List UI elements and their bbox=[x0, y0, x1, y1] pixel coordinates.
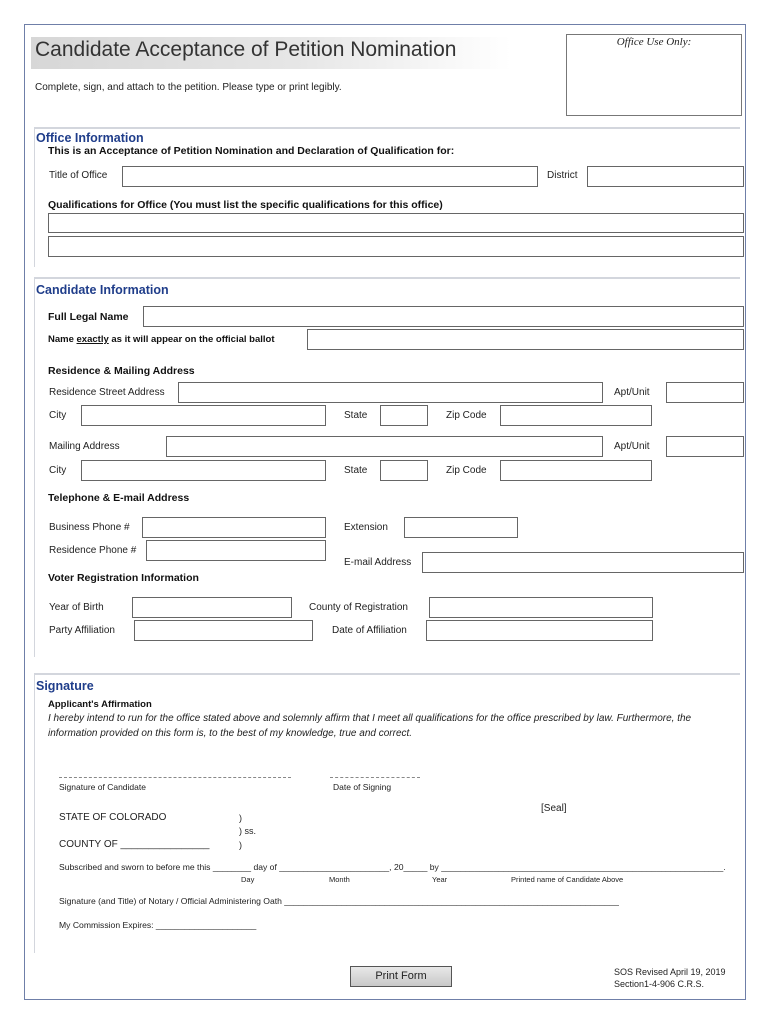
state-label: State bbox=[344, 465, 368, 476]
qualifications-input-2[interactable] bbox=[48, 236, 744, 257]
ballot-name-suffix: as it will appear on the official ballot bbox=[108, 334, 275, 345]
year-label: Year bbox=[432, 875, 448, 884]
year-of-birth-input[interactable] bbox=[132, 597, 292, 618]
residence-city-input[interactable] bbox=[81, 405, 326, 426]
residence-zip-input[interactable] bbox=[500, 405, 652, 426]
page-title: Candidate Acceptance of Petition Nomination bbox=[35, 38, 457, 61]
district-label: District bbox=[547, 170, 578, 181]
date-of-signing-line[interactable] bbox=[330, 777, 420, 778]
signature-heading: Signature bbox=[36, 679, 94, 693]
office-use-label: Office Use Only: bbox=[616, 36, 692, 48]
day-label: Day bbox=[241, 875, 255, 884]
mailing-apt-input[interactable] bbox=[666, 436, 744, 457]
venue-paren-2: ) bbox=[239, 840, 242, 850]
candidate-info-heading: Candidate Information bbox=[36, 283, 169, 297]
signature-of-candidate-label: Signature of Candidate bbox=[59, 782, 146, 792]
state-label: State bbox=[344, 410, 368, 421]
party-affiliation-label: Party Affiliation bbox=[49, 625, 115, 636]
section-divider bbox=[34, 277, 740, 279]
extension-label: Extension bbox=[344, 522, 388, 533]
title-of-office-input[interactable] bbox=[122, 166, 538, 187]
affirmation-text: I hereby intend to run for the office stated above and solemnly affirm that I meet all qualifications for the office prescribed by law. Furthermore, the information provided on this form is, to the best of my knowledge, true and correct. bbox=[48, 713, 692, 739]
city-label: City bbox=[49, 410, 67, 421]
address-heading: Residence & Mailing Address bbox=[48, 365, 195, 377]
affirmation-heading: Applicant's Affirmation bbox=[48, 699, 152, 710]
page-subtitle: Complete, sign, and attach to the petition. Please type or print legibly. bbox=[35, 82, 342, 93]
full-legal-name-input[interactable] bbox=[143, 306, 744, 327]
party-affiliation-input[interactable] bbox=[134, 620, 313, 641]
statute-section: Section1-4-906 C.R.S. bbox=[614, 979, 705, 989]
county-of: COUNTY OF ________________ bbox=[59, 839, 210, 850]
section-border bbox=[34, 127, 35, 267]
venue-ss: ) ss. bbox=[239, 826, 256, 836]
date-of-signing-label: Date of Signing bbox=[333, 782, 392, 792]
mailing-zip-input[interactable] bbox=[500, 460, 652, 481]
mailing-address-label: Mailing Address bbox=[49, 441, 120, 452]
date-of-affiliation-label: Date of Affiliation bbox=[332, 625, 407, 636]
voter-heading: Voter Registration Information bbox=[48, 572, 199, 584]
mailing-address-input[interactable] bbox=[166, 436, 603, 457]
district-input[interactable] bbox=[587, 166, 744, 187]
county-of-registration-input[interactable] bbox=[429, 597, 653, 618]
apt-unit-label: Apt/Unit bbox=[614, 441, 650, 452]
residence-street-label: Residence Street Address bbox=[49, 387, 165, 398]
residence-phone-input[interactable] bbox=[146, 540, 326, 561]
print-form-button[interactable]: Print Form bbox=[350, 966, 452, 987]
ballot-name-input[interactable] bbox=[307, 329, 744, 350]
state-of-colorado: STATE OF COLORADO bbox=[59, 812, 167, 823]
ballot-name-label bbox=[48, 334, 275, 345]
venue-paren-1: ) bbox=[239, 813, 242, 823]
notary-signature-line: Signature (and Title) of Notary / Official Administering Oath ______________________________________________________________________ bbox=[59, 896, 619, 906]
residence-street-input[interactable] bbox=[178, 382, 603, 403]
section-divider bbox=[34, 673, 740, 675]
year-of-birth-label: Year of Birth bbox=[49, 602, 104, 613]
extension-input[interactable] bbox=[404, 517, 518, 538]
full-legal-name-label: Full Legal Name bbox=[48, 311, 129, 323]
month-label: Month bbox=[329, 875, 350, 884]
city-label: City bbox=[49, 465, 67, 476]
section-border bbox=[34, 277, 35, 657]
qualifications-label: Qualifications for Office (You must list the specific qualifications for this office) bbox=[48, 199, 443, 211]
apt-unit-label: Apt/Unit bbox=[614, 387, 650, 398]
ballot-name-emph: exactly bbox=[76, 334, 109, 345]
residence-state-input[interactable] bbox=[380, 405, 428, 426]
residence-apt-input[interactable] bbox=[666, 382, 744, 403]
subscribed-line: Subscribed and sworn to before me this ________ day of _______________________, 20_____ by ___________________________________________________________. bbox=[59, 862, 726, 872]
date-of-affiliation-input[interactable] bbox=[426, 620, 653, 641]
zip-label: Zip Code bbox=[446, 410, 487, 421]
revised-date: SOS Revised April 19, 2019 bbox=[614, 967, 726, 977]
business-phone-input[interactable] bbox=[142, 517, 326, 538]
residence-phone-label: Residence Phone # bbox=[49, 545, 137, 556]
section-border bbox=[34, 673, 35, 953]
section-divider bbox=[34, 127, 740, 129]
title-of-office-label: Title of Office bbox=[49, 170, 108, 181]
ballot-name-prefix: Name bbox=[48, 334, 77, 345]
revision-info bbox=[614, 966, 726, 990]
phone-heading: Telephone & E-mail Address bbox=[48, 492, 190, 504]
county-of-registration-label: County of Registration bbox=[309, 602, 408, 613]
zip-label: Zip Code bbox=[446, 465, 487, 476]
qualifications-input-1[interactable] bbox=[48, 213, 744, 233]
commission-expires-line: My Commission Expires: _____________________ bbox=[59, 920, 257, 930]
candidate-signature-line[interactable] bbox=[59, 777, 291, 778]
office-info-heading: Office Information bbox=[36, 131, 144, 145]
email-label: E-mail Address bbox=[344, 557, 412, 568]
email-input[interactable] bbox=[422, 552, 744, 573]
declaration-text: This is an Acceptance of Petition Nomination and Declaration of Qualification for: bbox=[48, 145, 455, 157]
mailing-city-input[interactable] bbox=[81, 460, 326, 481]
mailing-state-input[interactable] bbox=[380, 460, 428, 481]
seal-label: [Seal] bbox=[541, 803, 567, 814]
printed-name-label: Printed name of Candidate Above bbox=[511, 875, 624, 884]
business-phone-label: Business Phone # bbox=[49, 522, 130, 533]
